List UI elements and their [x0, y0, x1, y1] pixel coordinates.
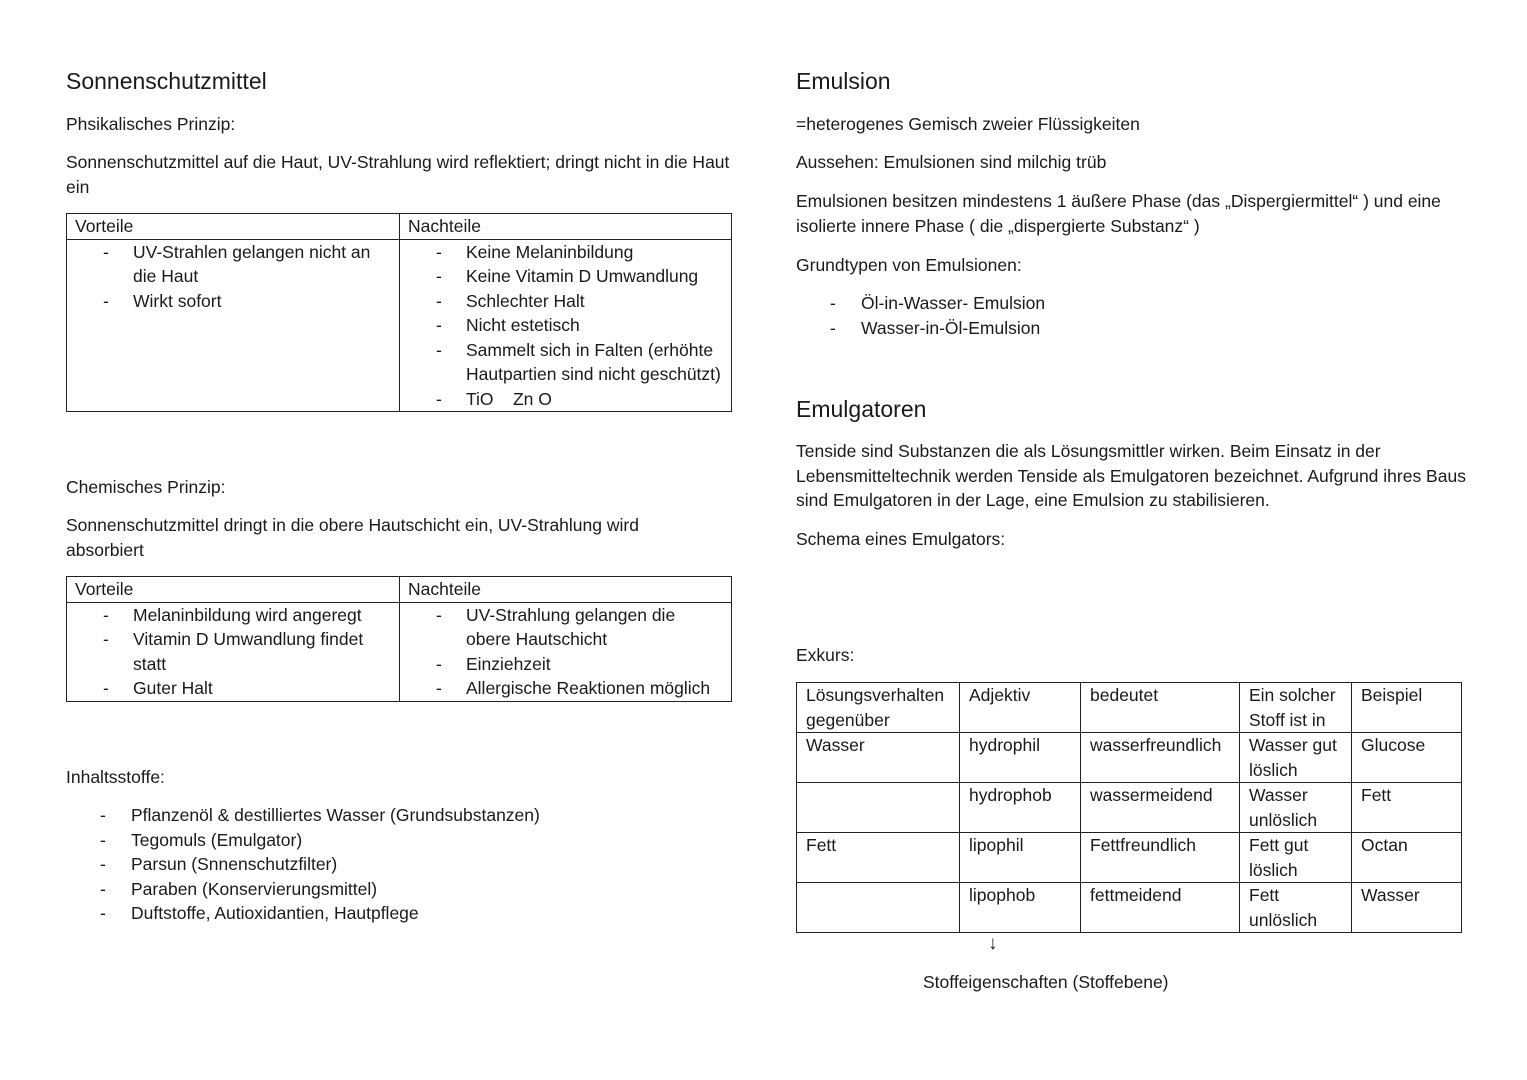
- list-item: - Parsun (Snnenschutzfilter): [66, 852, 706, 877]
- exkurs-header-cell: Ein solcher Stoff ist in: [1240, 683, 1352, 733]
- chem-pros-cell: [67, 602, 400, 701]
- exkurs-table: [796, 682, 1462, 933]
- exkurs-heading: Exkurs:: [796, 645, 855, 665]
- table-cell: Fettfreundlich: [1081, 833, 1240, 883]
- chem-head-pro: Vorteile: [67, 577, 400, 603]
- list-item: - Guter Halt: [67, 676, 391, 701]
- table-row: [797, 783, 1462, 833]
- list-item: - Sammelt sich in Falten (erhöhte Hautpartien sind nicht geschützt): [400, 338, 723, 387]
- list-item: - Keine Melaninbildung: [400, 240, 723, 265]
- list-item: - Allergische Reaktionen möglich: [400, 676, 723, 701]
- table-cell: Wasser unlöslich: [1240, 783, 1352, 833]
- emulsion-definition: =heterogenes Gemisch zweier Flüssigkeiten: [796, 114, 1140, 134]
- table-cell: lipophob: [960, 883, 1081, 933]
- table-cell: Wasser gut löslich: [1240, 733, 1352, 783]
- list-item: - UV-Strahlung gelangen die obere Hautschicht: [400, 603, 723, 652]
- list-item: - Schlechter Halt: [400, 289, 723, 314]
- list-item: - TiO Zn O: [400, 387, 723, 412]
- table-cell: [797, 883, 960, 933]
- table-cell: hydrophob: [960, 783, 1081, 833]
- phys-head-pro: Vorteile: [67, 214, 400, 240]
- table-row: [797, 733, 1462, 783]
- table-cell: Wasser: [797, 733, 960, 783]
- list-item: - Vitamin D Umwandlung findet statt: [67, 627, 391, 676]
- emulsion-appearance: Aussehen: Emulsionen sind milchig trüb: [796, 152, 1107, 172]
- list-item: - Paraben (Konservierungsmittel): [66, 877, 706, 902]
- phys-table: [66, 213, 732, 412]
- list-item: - Einziehzeit: [400, 652, 723, 677]
- chem-cons-cell: [400, 602, 732, 701]
- list-item: - Wasser-in-Öl-Emulsion: [796, 316, 1396, 341]
- table-cell: lipophil: [960, 833, 1081, 883]
- schema-heading: Schema eines Emulgators:: [796, 529, 1006, 549]
- phys-pros-cell: [67, 239, 400, 412]
- chem-table: [66, 576, 732, 702]
- types-heading: Grundtypen von Emulsionen:: [796, 255, 1022, 275]
- table-cell: Octan: [1352, 833, 1462, 883]
- list-item: - Tegomuls (Emulgator): [66, 828, 706, 853]
- emulgator-text: Tenside sind Substanzen die als Lösungsmittler wirken. Beim Einsatz in der Lebensmitteltechnik werden Tenside als Emulgatoren bezeichnet. Aufgrund ihres Baus sind Emulgatoren in der Lage, eine Emulsion zu stabilisieren.: [796, 441, 1466, 510]
- list-item: - Pflanzenöl & destilliertes Wasser (Grundsubstanzen): [66, 803, 706, 828]
- list-item: - Duftstoffe, Autioxidantien, Hautpflege: [66, 901, 706, 926]
- table-cell: wasserfreundlich: [1081, 733, 1240, 783]
- ingredients-heading: Inhaltsstoffe:: [66, 767, 165, 787]
- table-cell: Fett unlöslich: [1240, 883, 1352, 933]
- types-list: [796, 291, 1396, 340]
- phys-cons-cell: [400, 239, 732, 412]
- table-cell: Fett: [1352, 783, 1462, 833]
- exkurs-header-cell: Lösungsverhalten gegenüber: [797, 683, 960, 733]
- ingredients-list: [66, 803, 706, 926]
- list-item: - UV-Strahlen gelangen nicht an die Haut: [67, 240, 391, 289]
- chem-heading: Chemisches Prinzip:: [66, 477, 226, 497]
- list-item: - Nicht estetisch: [400, 313, 723, 338]
- title-emulgatoren: Emulgatoren: [796, 396, 927, 422]
- down-arrow-icon: ↓: [988, 933, 998, 954]
- chem-text: Sonnenschutzmittel dringt in die obere Hautschicht ein, UV-Strahlung wird absorbiert: [66, 515, 639, 560]
- phys-text: Sonnenschutzmittel auf die Haut, UV-Strahlung wird reflektiert; dringt nicht in die Haut ein: [66, 152, 730, 197]
- list-item: - Wirkt sofort: [67, 289, 391, 314]
- exkurs-header-cell: bedeutet: [1081, 683, 1240, 733]
- table-cell: Fett gut löslich: [1240, 833, 1352, 883]
- table-cell: Fett: [797, 833, 960, 883]
- exkurs-header-cell: Beispiel: [1352, 683, 1462, 733]
- chem-head-con: Nachteile: [400, 577, 732, 603]
- table-cell: Wasser: [1352, 883, 1462, 933]
- table-cell: wassermeidend: [1081, 783, 1240, 833]
- exkurs-header-cell: Adjektiv: [960, 683, 1081, 733]
- footer-caption: Stoffeigenschaften (Stoffebene): [923, 972, 1169, 992]
- title-sonnenschutzmittel: Sonnenschutzmittel: [66, 68, 267, 94]
- title-emulsion: Emulsion: [796, 68, 891, 94]
- table-cell: Glucose: [1352, 733, 1462, 783]
- list-item: - Öl-in-Wasser- Emulsion: [796, 291, 1396, 316]
- list-item: - Keine Vitamin D Umwandlung: [400, 264, 723, 289]
- table-cell: hydrophil: [960, 733, 1081, 783]
- emulsion-phases: Emulsionen besitzen mindestens 1 äußere Phase (das „Dispergiermittel“ ) und eine isolierte innere Phase ( die „dispergierte Substanz“ ): [796, 191, 1441, 236]
- list-item: - Melaninbildung wird angeregt: [67, 603, 391, 628]
- table-row: [797, 883, 1462, 933]
- table-cell: [797, 783, 960, 833]
- phys-heading: Phsikalisches Prinzip:: [66, 114, 236, 134]
- table-cell: fettmeidend: [1081, 883, 1240, 933]
- table-row: [797, 833, 1462, 883]
- phys-head-con: Nachteile: [400, 214, 732, 240]
